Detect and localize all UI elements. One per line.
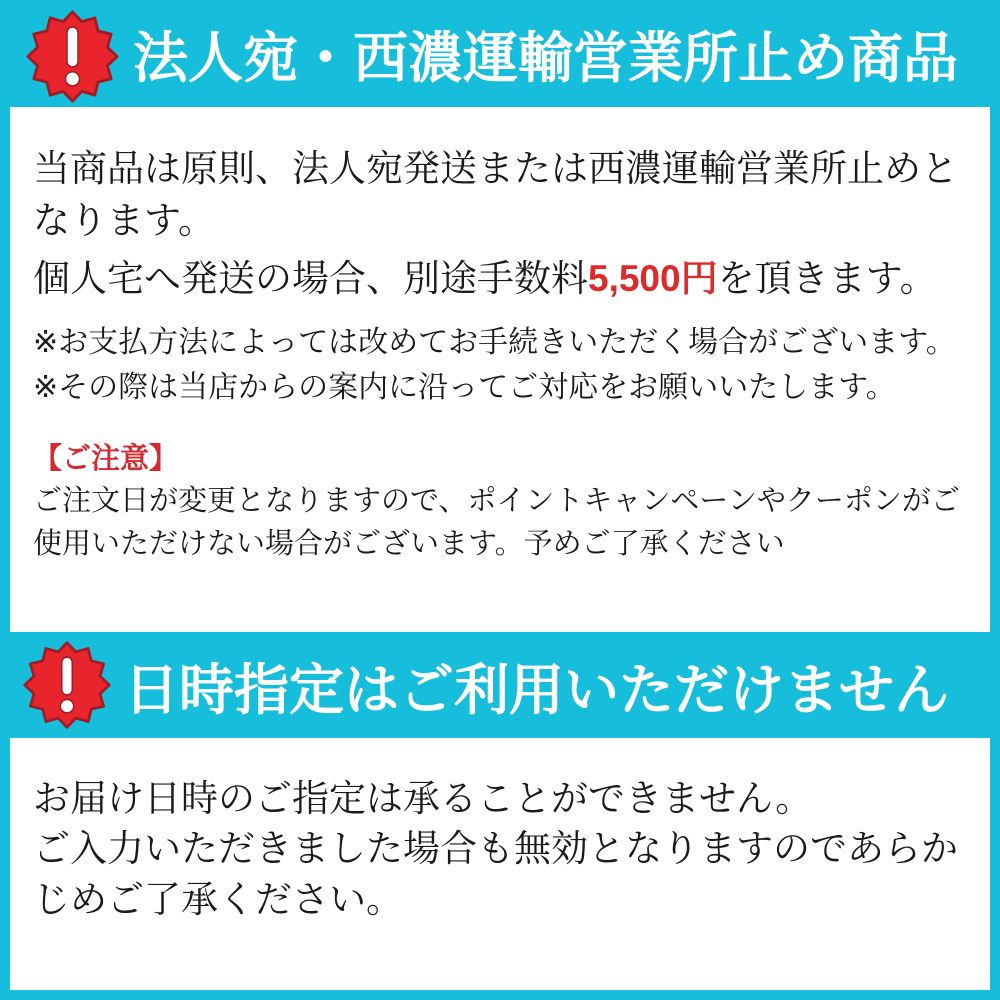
delivery-date-section bbox=[10, 738, 990, 990]
payment-note-1: ※お支払方法によっては改めてお手続きいただく場合がございます。 bbox=[33, 326, 956, 360]
no-date-specify-paragraph: お届け日時のご指定は承ることができません。 bbox=[33, 778, 813, 819]
payment-note-2: ※その際は当店からの案内に沿ってご対応をお願いいたします。 bbox=[33, 371, 896, 405]
date-invalid-paragraph: ご入力いただきました場合も無効となりますのであらかじめご了承ください。 bbox=[33, 828, 958, 920]
caution-block bbox=[33, 438, 970, 565]
fee-paragraph bbox=[33, 253, 970, 305]
banner2-title: 日時指定はご利用いただけません bbox=[124, 658, 950, 721]
banner1-title: 法人宛・西濃運輸営業所止め商品 bbox=[133, 27, 959, 89]
fee-text-after: を頂きます。 bbox=[717, 257, 937, 299]
shipping-notice-section bbox=[10, 107, 990, 632]
caution-text: ご注文日が変更となりますので、ポイントキャンペーンやクーポンがご使用いただけない場合がございます。予めご了承ください bbox=[33, 485, 960, 561]
fee-amount: 5,500円 bbox=[588, 257, 718, 299]
shipping-rule-paragraph: 当商品は原則、法人宛発送または西濃運輸営業所止めとなります。 bbox=[33, 148, 958, 241]
warning-exclamation-icon bbox=[22, 640, 112, 730]
fee-text-before: 個人宅へ発送の場合、別途手数料 bbox=[33, 257, 588, 299]
warning-exclamation-icon bbox=[25, 9, 120, 104]
caution-label: 【ご注意】 bbox=[33, 443, 179, 476]
payment-notes bbox=[33, 320, 970, 410]
